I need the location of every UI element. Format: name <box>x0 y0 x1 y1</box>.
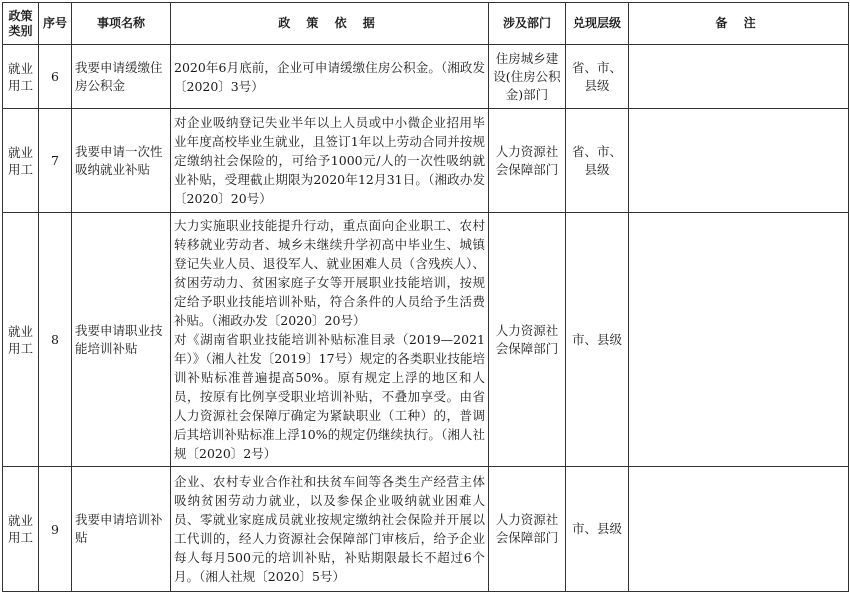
header-basis: 政 策 依 据 <box>171 3 489 45</box>
header-category: 政策类别 <box>3 3 39 45</box>
row-basis <box>171 109 489 213</box>
header-row <box>3 3 849 45</box>
row-basis <box>171 213 489 467</box>
table-row <box>3 213 849 467</box>
table-row <box>3 45 849 109</box>
row-note <box>629 109 849 213</box>
row-category: 就业用工 <box>3 109 39 213</box>
header-level: 兑现层级 <box>566 3 629 45</box>
basis-paragraph: 大力实施职业技能提升行动，重点面向企业职工、农村转移就业劳动者、城乡未继续升学初高中毕业生、城镇登记失业人员、退役军人、就业困难人员（含残疾人）、贫困劳动力、贫困家庭子女等开展职业技能培训，按规定给予职业技能培训补贴，符合条件的人员给予生活费补贴。（湘政办发〔2020〕20号） <box>174 218 485 328</box>
row-note <box>629 213 849 467</box>
row-note <box>629 467 849 592</box>
row-category: 就业用工 <box>3 45 39 109</box>
header-no: 序号 <box>39 3 72 45</box>
table-row <box>3 467 849 592</box>
row-level: 市、县级 <box>566 213 629 467</box>
row-dept: 人力资源社会保障部门 <box>489 109 566 213</box>
row-no: 9 <box>39 467 72 592</box>
policy-table <box>2 2 849 592</box>
row-dept: 人力资源社会保障部门 <box>489 467 566 592</box>
table-row <box>3 109 849 213</box>
row-level: 省、市、县级 <box>566 45 629 109</box>
row-category: 就业用工 <box>3 467 39 592</box>
row-basis <box>171 45 489 109</box>
basis-paragraph: 对《湖南省职业技能培训补贴标准目录（2019—2021年）》（湘人社发〔2019〕17号）规定的各类职业技能培训补贴标准普遍提高50%。原有规定上浮的地区和人员，按原有比例享受职业培训补贴，不叠加享受。由省人力资源社会保障厅确定为紧缺职业（工种）的，普调后其培训补贴标准上浮10%的规定仍继续执行。（湘人社规〔2020〕2号） <box>174 332 485 461</box>
header-note: 备 注 <box>629 3 849 45</box>
row-no: 8 <box>39 213 72 467</box>
row-dept: 住房城乡建设(住房公积金)部门 <box>489 45 566 109</box>
header-dept: 涉及部门 <box>489 3 566 45</box>
row-no: 6 <box>39 45 72 109</box>
row-category: 就业用工 <box>3 213 39 467</box>
row-item: 我要申请一次性吸纳就业补贴 <box>72 109 171 213</box>
row-item: 我要申请培训补贴 <box>72 467 171 592</box>
row-no: 7 <box>39 109 72 213</box>
row-item: 我要申请缓缴住房公积金 <box>72 45 171 109</box>
header-item: 事项名称 <box>72 3 171 45</box>
row-dept: 人力资源社会保障部门 <box>489 213 566 467</box>
basis-paragraph: 2020年6月底前，企业可申请缓缴住房公积金。（湘政发〔2020〕3号） <box>174 59 485 94</box>
row-level: 省、市、县级 <box>566 109 629 213</box>
row-note <box>629 45 849 109</box>
row-item: 我要申请职业技能培训补贴 <box>72 213 171 467</box>
row-level: 市、县级 <box>566 467 629 592</box>
row-basis <box>171 467 489 592</box>
basis-paragraph: 企业、农村专业合作社和扶贫车间等各类生产经营主体吸纳贫困劳动力就业，以及参保企业吸纳就业困难人员、零就业家庭成员就业按规定缴纳社会保险并开展以工代训的，经人力资源社会保障部门审核后，给予企业每人每月500元的培训补贴，补贴期限最长不超过6个月。（湘人社规〔2020〕5号） <box>174 474 485 584</box>
basis-paragraph: 对企业吸纳登记失业半年以上人员或中小微企业招用毕业年度高校毕业生就业，且签订1年以上劳动合同并按规定缴纳社会保险的，可给予1000元/人的一次性吸纳就业补贴，受理截止期限为2020年12月31日。（湘政办发〔2020〕20号） <box>174 115 485 206</box>
